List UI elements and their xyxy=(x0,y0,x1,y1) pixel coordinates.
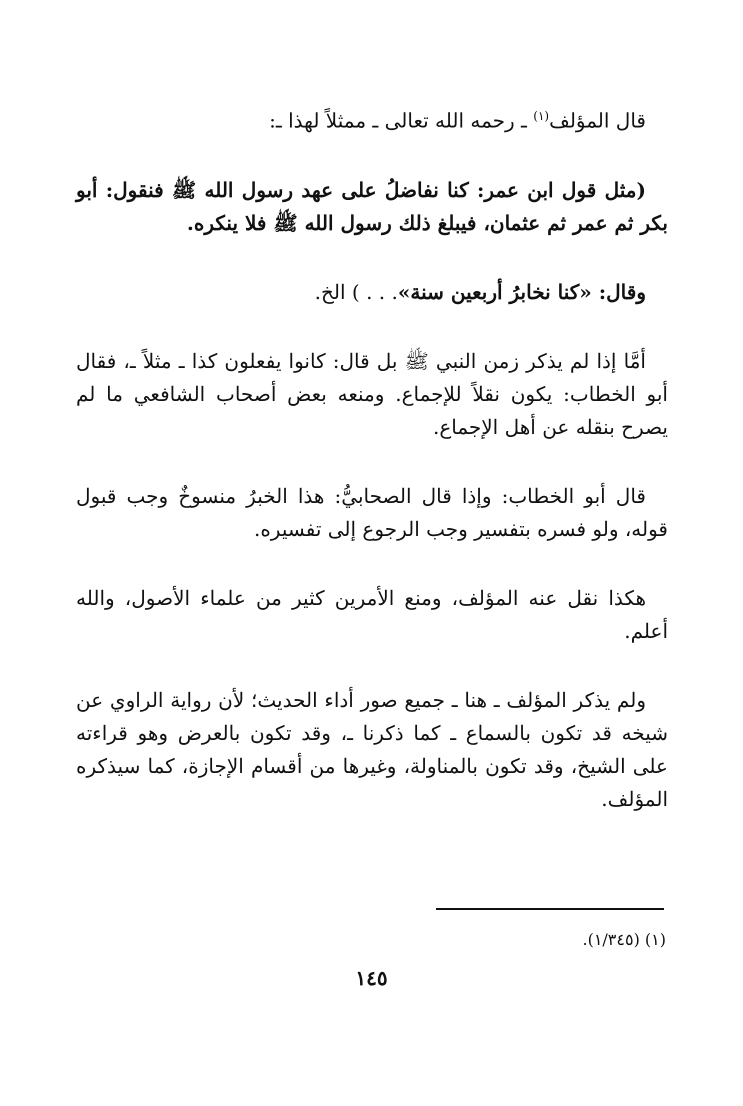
paragraph-conclusion: هكذا نقل عنه المؤلف، ومنع الأمرين كثير من علماء الأصول، والله أعلم. xyxy=(76,585,668,643)
footnote-marker: (١) xyxy=(533,109,550,123)
paragraph-time-not-mentioned: أمَّا إذا لم يذكر زمن النبي ﷺ بل قال: كانوا يفعلون كذا ـ مثلاً ـ، فقال أبو الخطاب: يكون نقلاً للإجماع. ومنعه بعض أصحاب الشافعي ما لم يصرح بنقله عن أهل الإجماع. xyxy=(76,348,668,439)
paragraph-hadith-forms: ولم يذكر المؤلف ـ هنا ـ جميع صور أداء الحديث؛ لأن رواية الراوي عن شيخه قد تكون بالسماع ـ كما ذكرنا ـ، وقد تكون بالعرض وهو قراءته على الشيخ، وقد تكون بالمناولة، وغيرها من أقسام الإجازة، كما سيذكره المؤلف. xyxy=(76,687,668,811)
paragraph-intro-suffix: ـ رحمه الله تعالى ـ ممثلاً لهذا ـ: xyxy=(269,108,534,133)
quote-mukhabara-suffix: . . . ) الخ. xyxy=(314,279,398,304)
paragraph-intro-prefix: قال المؤلف xyxy=(549,108,646,133)
page-number: ١٤٥ xyxy=(355,966,388,990)
footnote: (١) (١/٣٤٥). xyxy=(582,930,666,949)
paragraph-intro xyxy=(76,100,668,138)
footnote-divider xyxy=(436,908,664,910)
page-body xyxy=(76,100,668,816)
quote-ibn-umar: (مثل قول ابن عمر: كنا نفاضلُ على عهد رسول الله ﷺ فنقول: أبو بكر ثم عمر ثم عثمان، فيبلغ ذلك رسول الله ﷺ فلا ينكره. xyxy=(76,177,668,235)
paragraph-abu-khattab: قال أبو الخطاب: وإذا قال الصحابيُّ: هذا الخبرُ منسوخٌ وجب قبول قوله، ولو فسره بتفسير وجب الرجوع إلى تفسيره. xyxy=(76,483,668,541)
quote-mukhabara-bold: وقال: «كنا نخابرُ أربعين سنة» xyxy=(397,279,646,304)
quote-mukhabara xyxy=(76,276,668,309)
